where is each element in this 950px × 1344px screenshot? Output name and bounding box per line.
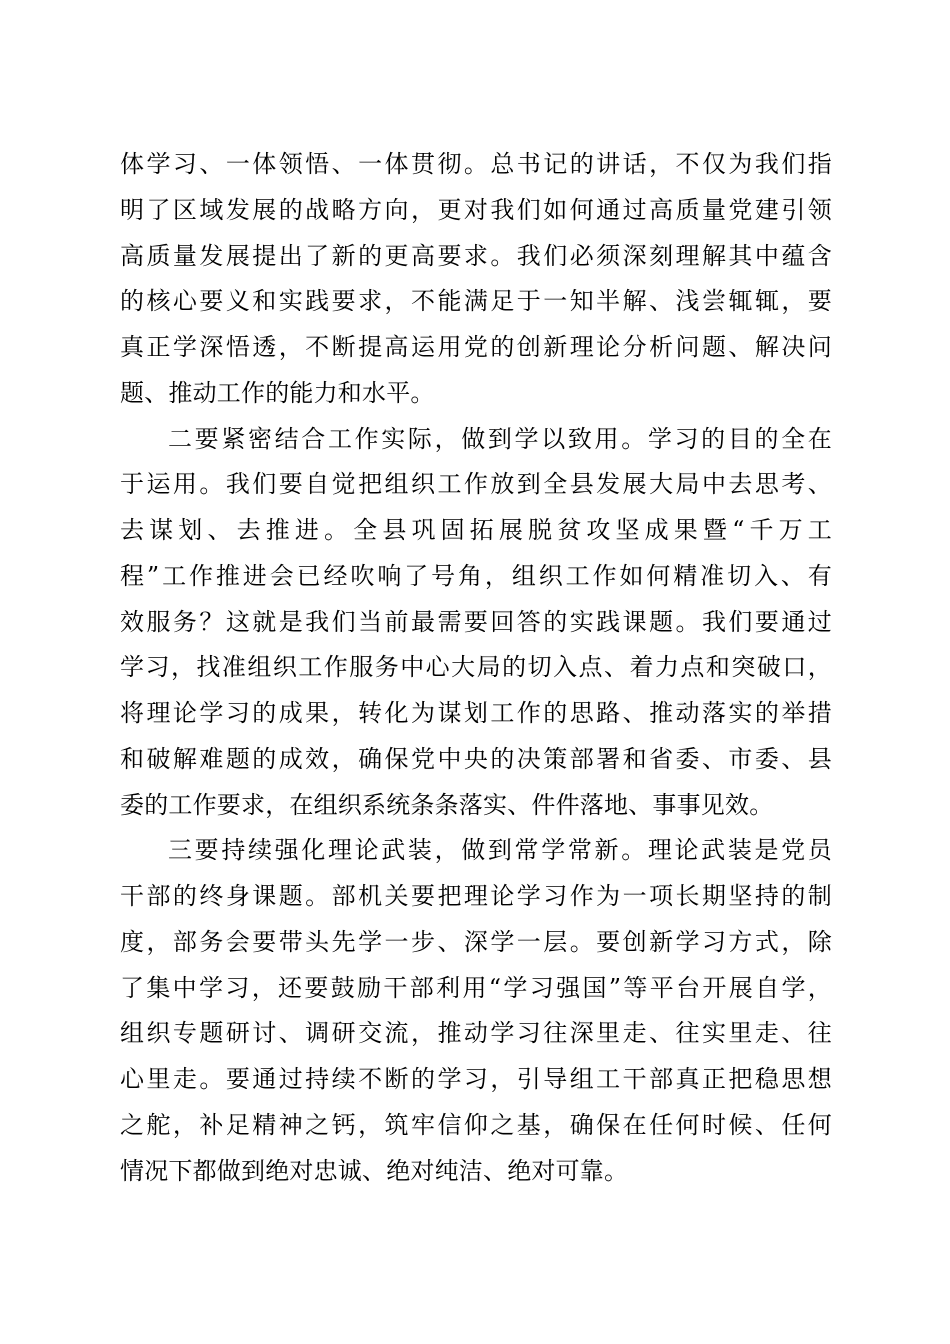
paragraph-line: 度，部务会要带头先学一步、深学一层。要创新学习方式，除 <box>120 927 832 956</box>
paragraph-line: 干部的终身课题。部机关要把理论学习作为一项长期坚持的制 <box>120 882 832 910</box>
paragraph-line: 去谋划、去推进。全县巩固拓展脱贫攻坚成果暨“千万工 <box>120 516 832 544</box>
paragraph-line: 程”工作推进会已经吹响了号角，组织工作如何精准切入、有 <box>120 561 832 590</box>
paragraph-line: 于运用。我们要自觉把组织工作放到全县发展大局中去思考、 <box>120 470 832 499</box>
paragraph-line: 之舵，补足精神之钙，筑牢信仰之基，确保在任何时候、任何 <box>120 1110 832 1139</box>
paragraph-heading-line: 三要持续强化理论武装，做到常学常新。理论武装是党员 <box>168 836 832 865</box>
paragraph-heading-line: 二要紧密结合工作实际，做到学以致用。学习的目的全在 <box>168 424 832 453</box>
paragraph-line: 情况下都做到绝对忠诚、绝对纯洁、绝对可靠。 <box>120 1156 629 1185</box>
paragraph-line: 题、推动工作的能力和水平。 <box>120 378 435 407</box>
paragraph-line: 真正学深悟透，不断提高运用党的创新理论分析问题、解决问 <box>120 333 832 361</box>
paragraph-line: 将理论学习的成果，转化为谋划工作的思路、推动落实的举措 <box>120 699 832 727</box>
paragraph-line: 高质量发展提出了新的更高要求。我们必须深刻理解其中蕴含 <box>120 241 832 270</box>
document-body <box>120 142 832 1194</box>
paragraph-line: 了集中学习，还要鼓励干部利用“学习强国”等平台开展自学， <box>120 973 832 1002</box>
paragraph-line: 明了区域发展的战略方向，更对我们如何通过高质量党建引领 <box>120 195 832 224</box>
paragraph-line: 体学习、一体领悟、一体贯彻。总书记的讲话，不仅为我们指 <box>120 150 832 178</box>
paragraph-line: 学习，找准组织工作服务中心大局的切入点、着力点和突破口， <box>120 653 832 682</box>
paragraph-line: 和破解难题的成效，确保党中央的决策部署和省委、市委、县 <box>120 744 832 773</box>
paragraph-line: 效服务？这就是我们当前最需要回答的实践课题。我们要通过 <box>120 607 832 636</box>
paragraph-line: 心里走。要通过持续不断的学习，引导组工干部真正把稳思想 <box>120 1065 832 1093</box>
paragraph-line: 组织专题研讨、调研交流，推动学习往深里走、往实里走、往 <box>120 1019 832 1048</box>
paragraph-line: 委的工作要求，在组织系统条条落实、件件落地、事事见效。 <box>120 790 774 819</box>
paragraph-line: 的核心要义和实践要求，不能满足于一知半解、浅尝辄辄，要 <box>120 287 832 316</box>
